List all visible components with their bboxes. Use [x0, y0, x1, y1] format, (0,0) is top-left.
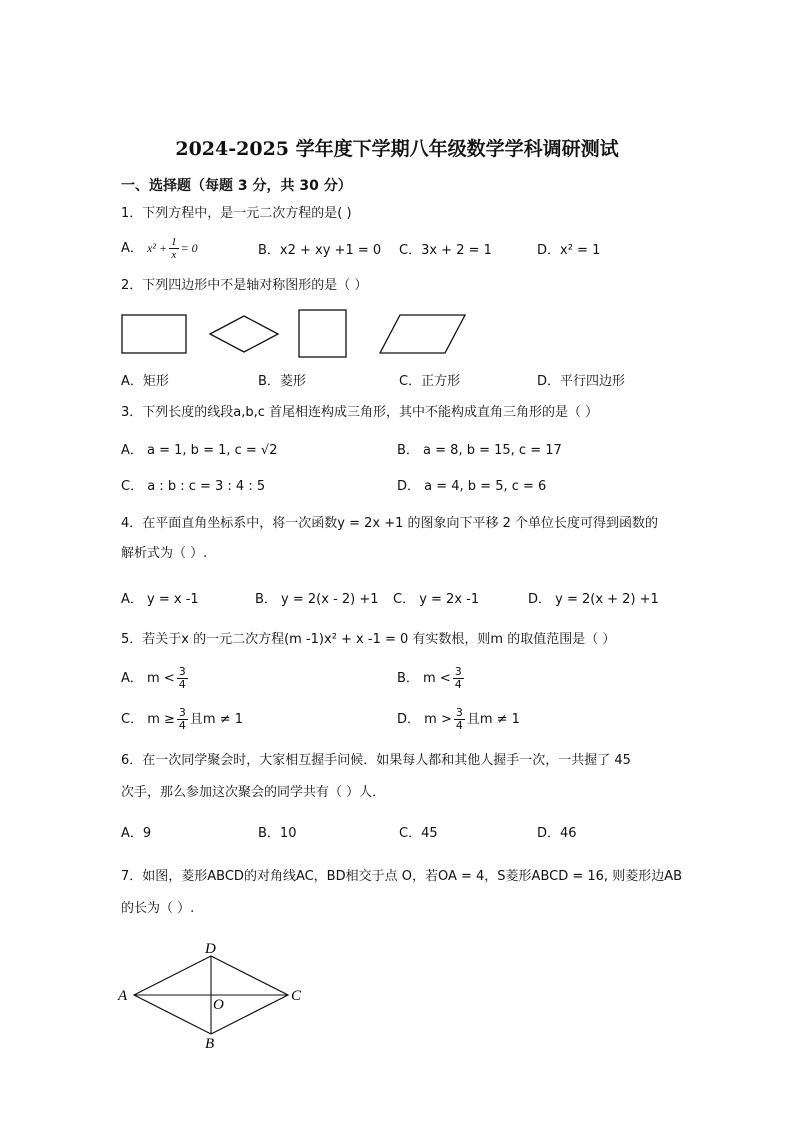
q5-stem: 5．若关于x 的一元二次方程(m -1)x² + x -1 = 0 有实数根，则m 的取值范围是（ ） — [121, 632, 616, 647]
exam-title: 2024-2025 学年度下学期八年级数学学科调研测试 — [175, 138, 619, 160]
q2-option-a: A．矩形 — [121, 374, 169, 389]
q3-stem: 3．下列长度的线段a,b,c 首尾相连构成三角形，其中不能构成直角三角形的是（ ） — [121, 405, 599, 420]
q3-option-a: A． a = 1, b = 1, c = √2 — [121, 443, 278, 458]
q4-option-a: A． y = x -1 — [121, 592, 199, 607]
label-c: C — [291, 988, 302, 1004]
q2-shapes — [115, 305, 475, 361]
label-a: A — [118, 988, 128, 1004]
q7-stem-line2: 的长为（ ）. — [121, 901, 195, 916]
q3-option-b: B． a = 8, b = 15, c = 17 — [397, 443, 562, 458]
label-b: B — [205, 1036, 215, 1052]
parallelogram-shape — [380, 315, 465, 353]
q1-option-a: A． x² + $\frac{1}{x}$ = 0 — [121, 236, 198, 261]
q5-option-d: D． m > $\frac{3}{4}$ 且m ≠ 1 — [397, 706, 520, 732]
q4-stem-line1: 4．在平面直角坐标系中，将一次函数y = 2x +1 的图象向下平移 2 个单位长度可得到函数的 — [121, 516, 659, 531]
q7-stem-line1: 7．如图，菱形ABCD的对角线AC，BD相交于点 O，若OA = 4，S菱形ABCD = 16, 则菱形边AB — [121, 869, 682, 884]
q5-option-a: A． m < $\frac{3}{4}$ — [121, 665, 186, 691]
rhombus-shape — [210, 316, 278, 352]
q4-stem-line2: 解析式为（ ）. — [121, 546, 208, 561]
q1-option-d: D．x² = 1 — [537, 243, 601, 258]
section-heading: 一、选择题（每题 3 分，共 30 分） — [121, 178, 352, 194]
q6-option-d: D．46 — [537, 826, 577, 841]
q5-option-b: B． m < $\frac{3}{4}$ — [397, 665, 462, 691]
q1-option-c: C．3x + 2 = 1 — [399, 243, 492, 258]
q6-stem-line2: 次手，那么参加这次聚会的同学共有（ ）人． — [121, 785, 386, 800]
rectangle-shape — [122, 315, 186, 353]
q1-stem: 1．下列方程中，是一元二次方程的是( ) — [121, 206, 352, 221]
q4-option-c: C． y = 2x -1 — [393, 592, 480, 607]
q2-option-b: B．菱形 — [258, 374, 306, 389]
q5-option-c: C． m ≥ $\frac{3}{4}$ 且m ≠ 1 — [121, 706, 243, 732]
q1-option-b: B．x2 + xy +1 = 0 — [258, 243, 382, 258]
q3-option-c: C． a : b : c = 3 : 4 : 5 — [121, 479, 266, 494]
q2-option-c: C．正方形 — [399, 374, 461, 389]
q6-option-b: B．10 — [258, 826, 297, 841]
q4-option-b: B． y = 2(x - 2) +1 — [255, 592, 379, 607]
rhombus-diagram — [112, 938, 312, 1052]
q6-option-c: C．45 — [399, 826, 438, 841]
q2-option-d: D．平行四边形 — [537, 374, 626, 389]
label-d: D — [205, 941, 216, 957]
q6-option-a: A．9 — [121, 826, 152, 841]
q4-option-d: D． y = 2(x + 2) +1 — [528, 592, 659, 607]
square-shape — [299, 310, 346, 357]
q6-stem-line1: 6．在一次同学聚会时，大家相互握手问候．如果每人都和其他人握手一次，一共握了 45 — [121, 753, 631, 768]
label-o: O — [213, 997, 224, 1013]
q2-stem: 2．下列四边形中不是轴对称图形的是（ ） — [121, 278, 368, 293]
q3-option-d: D． a = 4, b = 5, c = 6 — [397, 479, 547, 494]
